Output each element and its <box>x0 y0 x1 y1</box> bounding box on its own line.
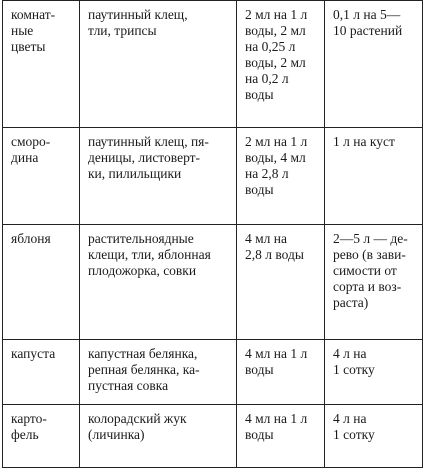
plant-cell: комнат- ные цветы <box>3 1 80 128</box>
dose-cell: 4 мл на 1 л воды <box>237 340 325 405</box>
table-row <box>3 128 423 225</box>
plant-cell: яблоня <box>3 225 80 340</box>
table-row <box>3 405 423 468</box>
dose-cell: 4 мл на 2,8 л воды <box>237 225 325 340</box>
rate-cell: 4 л на 1 сотку <box>325 405 423 468</box>
dose-cell: 2 мл на 1 л воды, 4 мл на 2,8 л воды <box>237 128 325 225</box>
pesticide-dosage-table <box>2 0 423 468</box>
table-row <box>3 340 423 405</box>
rate-cell: 2—5 л — де- рево (в зави- симости от сорта и воз- раста) <box>325 225 423 340</box>
table-row <box>3 1 423 128</box>
dose-cell: 4 мл на 1 л воды <box>237 405 325 468</box>
dose-cell: 2 мл на 1 л воды, 2 мл на 0,25 л воды, 2 мл на 0,2 л воды <box>237 1 325 128</box>
pests-cell: капустная белянка, репная белянка, ка- пустная совка <box>80 340 237 405</box>
plant-cell: карто- фель <box>3 405 80 468</box>
pests-cell: паутинный клещ, тли, трипсы <box>80 1 237 128</box>
table-row <box>3 225 423 340</box>
rate-cell: 4 л на 1 сотку <box>325 340 423 405</box>
pests-cell: колорадский жук (личинка) <box>80 405 237 468</box>
plant-cell: сморо- дина <box>3 128 80 225</box>
rate-cell: 1 л на куст <box>325 128 423 225</box>
pests-cell: растительноядные клещи, тли, яблонная плодожорка, совки <box>80 225 237 340</box>
rate-cell: 0,1 л на 5— 10 растений <box>325 1 423 128</box>
plant-cell: капуста <box>3 340 80 405</box>
pests-cell: паутинный клещ, пя- деницы, листоверт- ки, пилильщики <box>80 128 237 225</box>
